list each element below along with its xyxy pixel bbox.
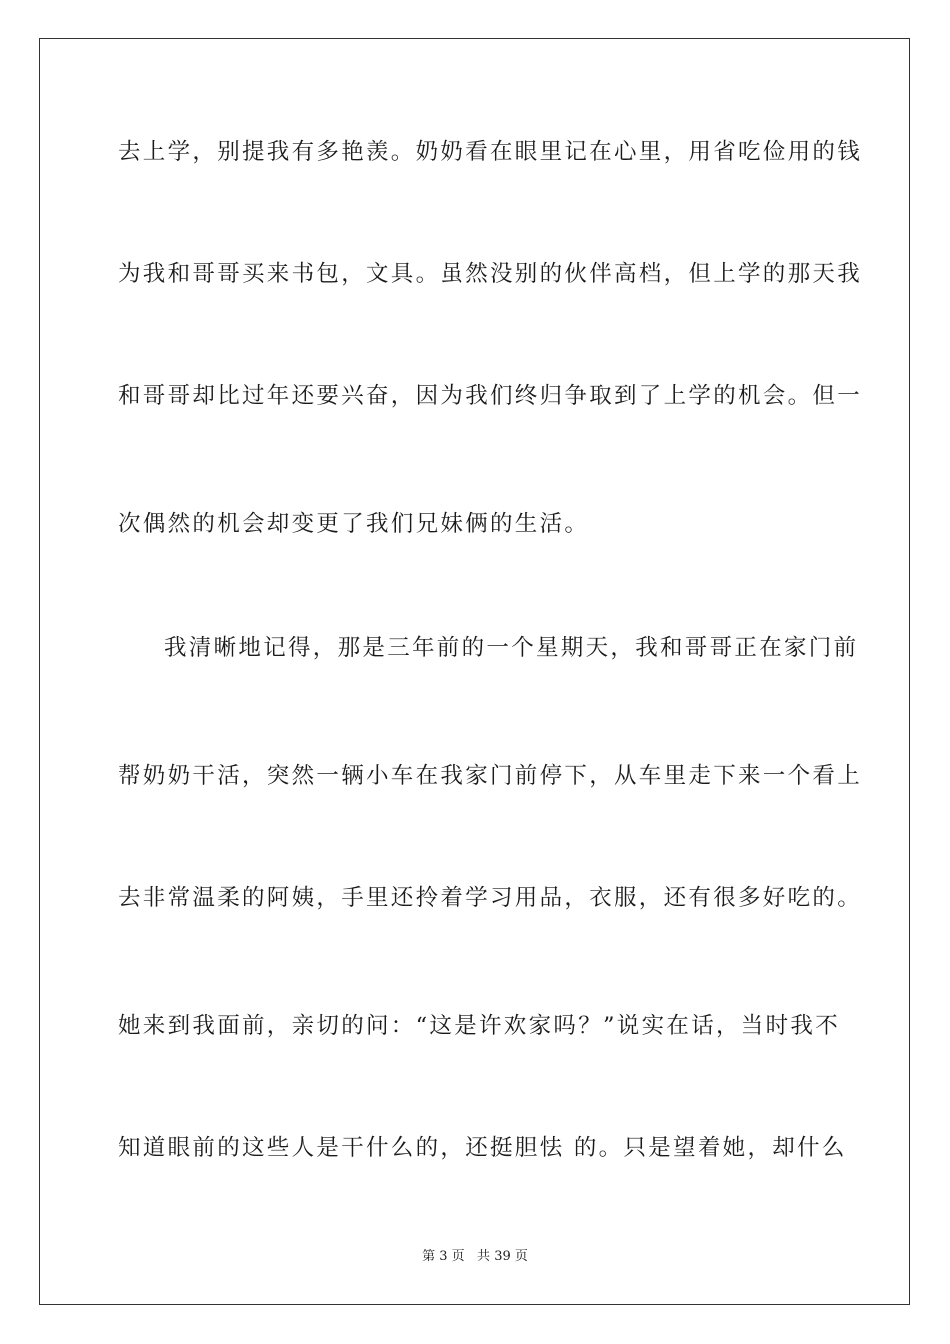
text-line-1: 去上学，别提我有多艳羡。奶奶看在眼里记在心里，用省吃俭用的钱 [118, 139, 863, 165]
text-line-6: 帮奶奶干活，突然一辆小车在我家门前停下，从车里走下来一个看上 [118, 763, 863, 789]
text-line-8: 她来到我面前，亲切的问：“这是许欢家吗？”说实在话，当时我不 [118, 1013, 841, 1039]
paragraph-start-line: 我清晰地记得，那是三年前的一个星期天，我和哥哥正在家门前 [164, 635, 859, 661]
text-line-3: 和哥哥却比过年还要兴奋，因为我们终归争取到了上学的机会。但一 [118, 383, 863, 409]
text-line-4: 次偶然的机会却变更了我们兄妹俩的生活。 [118, 511, 590, 537]
page-number-footer: 第 3 页 共 39 页 [422, 1249, 528, 1264]
text-line-9: 知道眼前的这些人是干什么的，还挺胆怯 的。只是望着她，却什么 [118, 1135, 847, 1161]
text-line-7: 去非常温柔的阿姨，手里还拎着学习用品，衣服，还有很多好吃的。 [118, 885, 863, 911]
text-line-2: 为我和哥哥买来书包，文具。虽然没别的伙伴高档，但上学的那天我 [118, 261, 863, 287]
page-border [39, 38, 910, 1305]
